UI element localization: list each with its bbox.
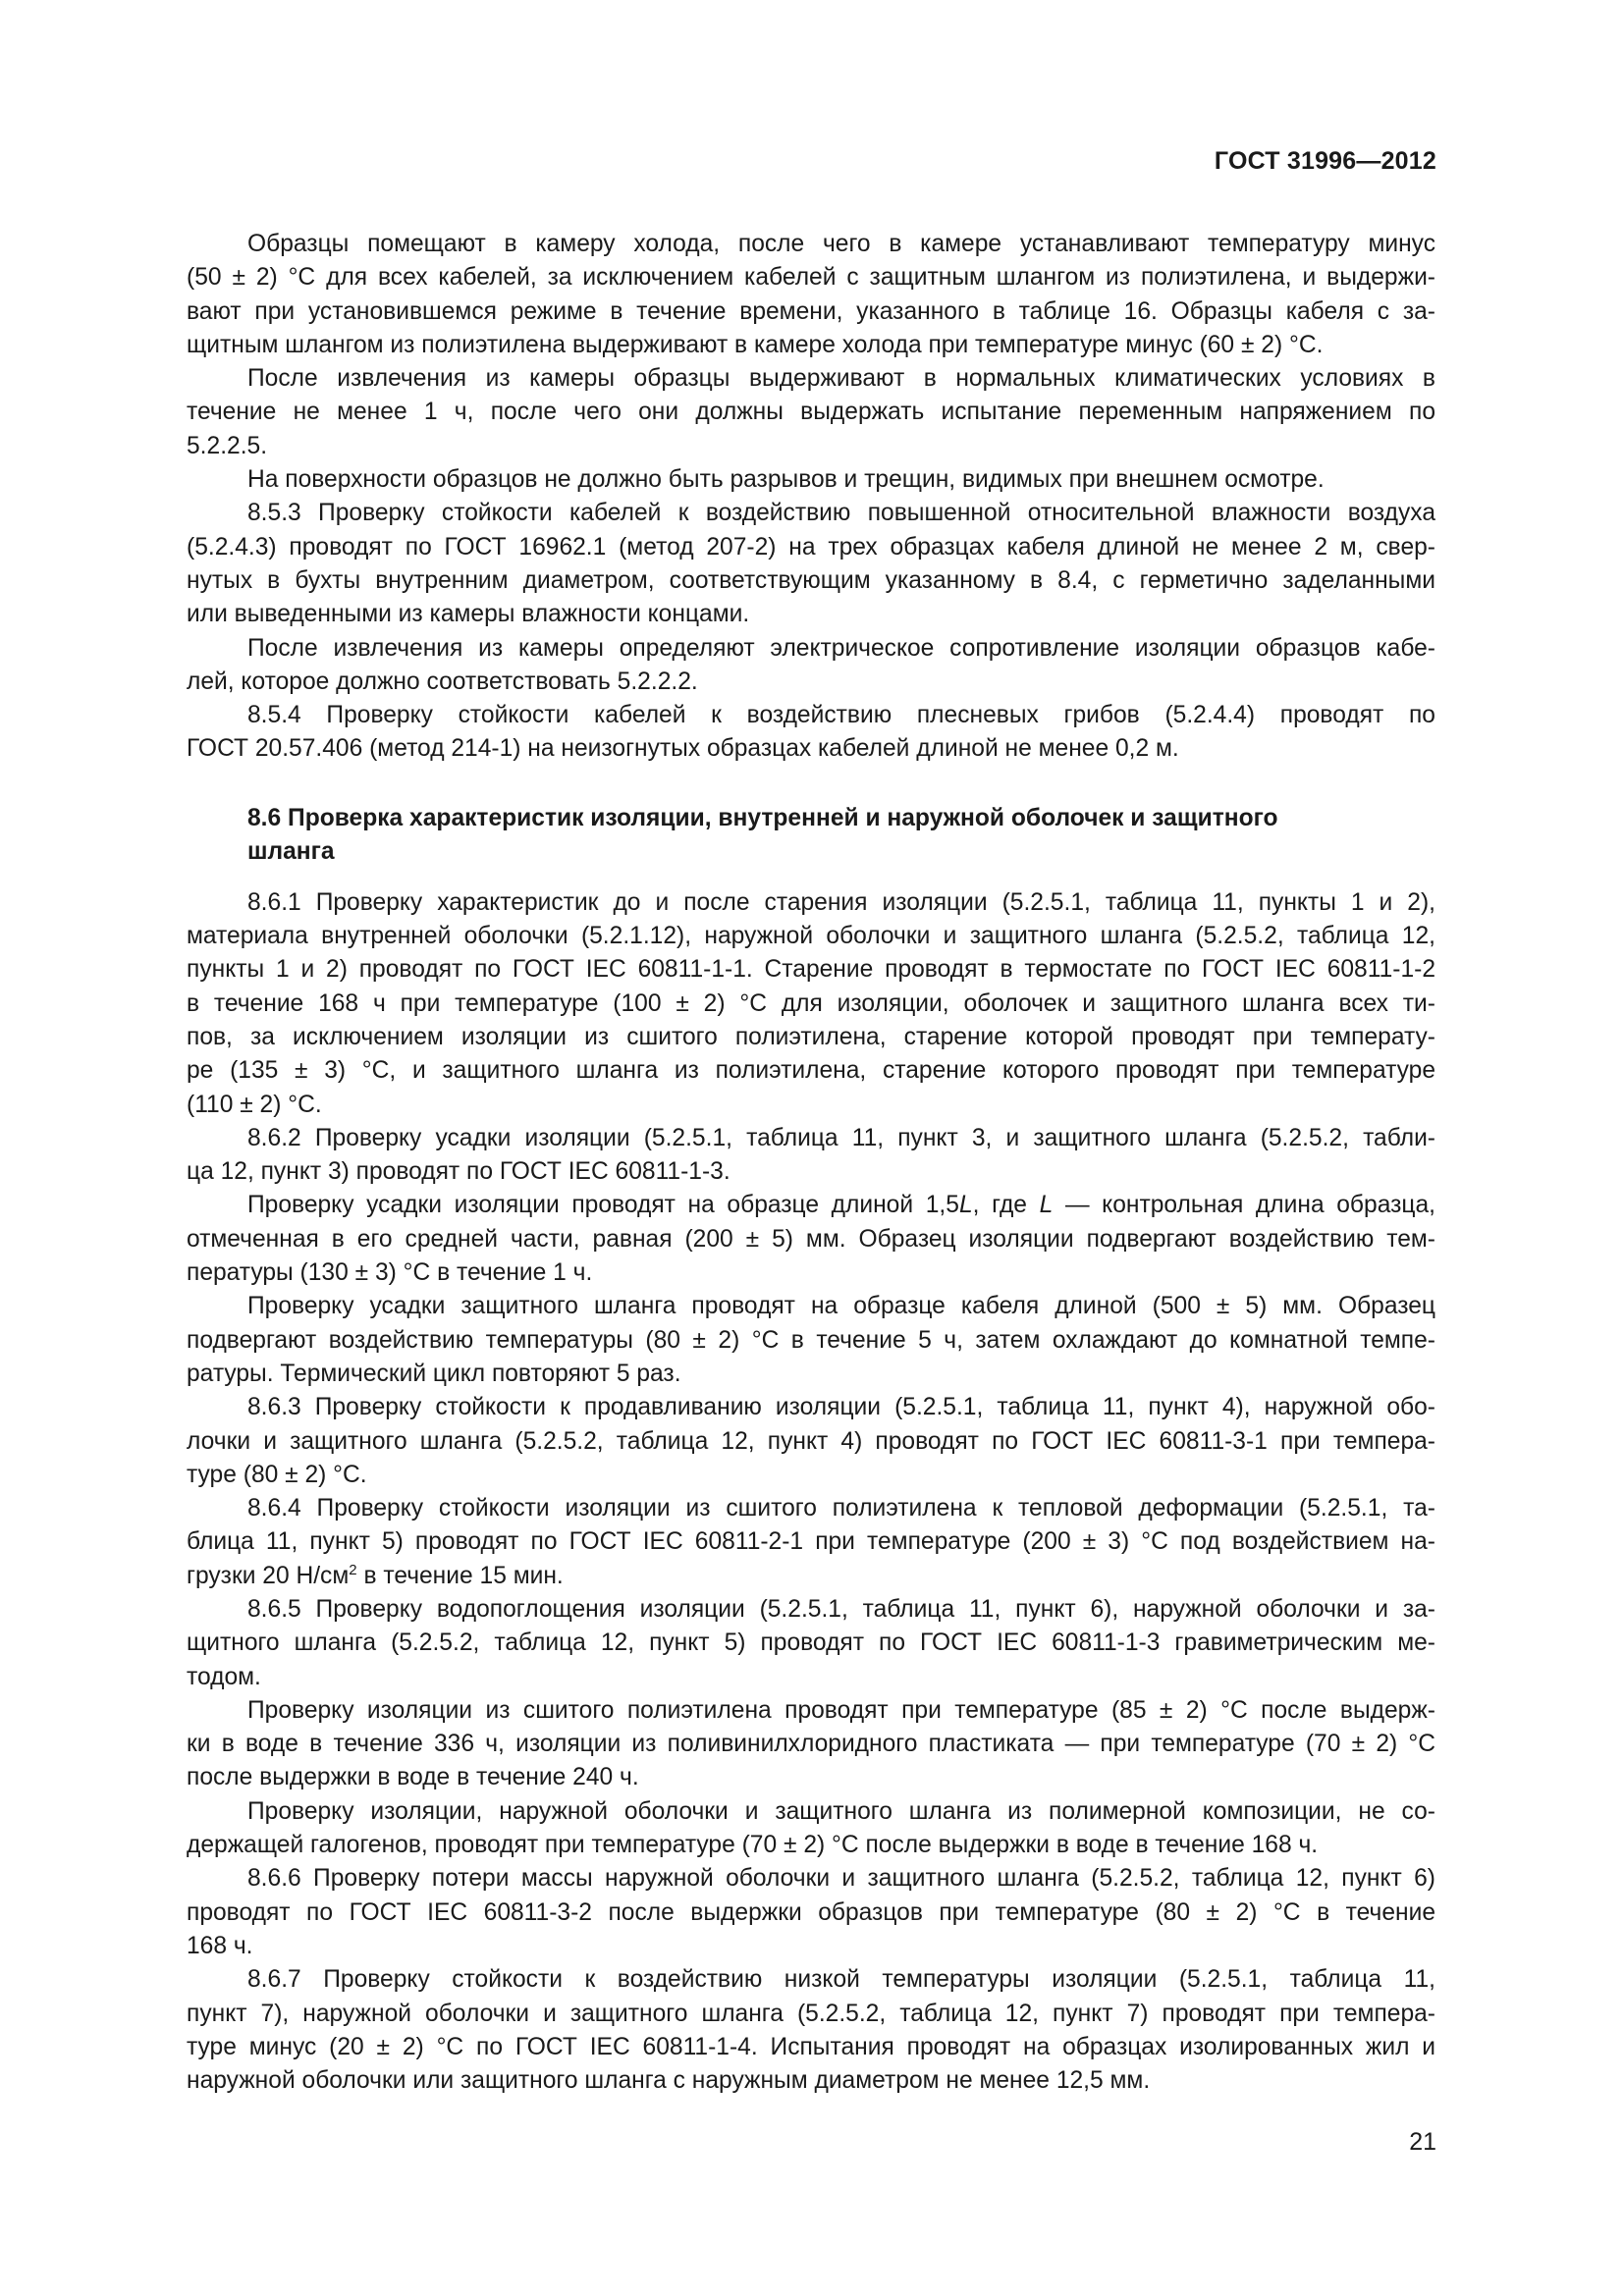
text-line: пов, за исключением изоляции из сшитого полиэтилена, старение которой проводят при температу- xyxy=(187,1023,1435,1050)
text-line: Проверку усадки изоляции проводят на образце длиной 1,5L, где L — контрольная длина образца, xyxy=(247,1192,1435,1219)
text-line: Проверку усадки защитного шланга проводят на образце кабеля длиной (500 ± 5) мм. Образец xyxy=(247,1293,1435,1320)
text-line: вают при установившемся режиме в течение времени, указанного в таблице 16. Образцы кабеля с за- xyxy=(187,297,1435,325)
text-line: туре минус (20 ± 2) °С по ГОСТ IEC 60811-1-4. Испытания проводят на образцах изолированных жил и xyxy=(187,2033,1435,2060)
text-line: (50 ± 2) °С для всех кабелей, за исключением кабелей с защитным шлангом из полиэтилена, и выдержи- xyxy=(187,264,1435,292)
text-line: Образцы помещают в камеру холода, после чего в камере устанавливают температуру минус xyxy=(247,231,1435,257)
text-line: грузки 20 $Н/см^2$ в течение 15 мин. xyxy=(187,1561,564,1589)
paragraph xyxy=(187,1593,1435,1694)
paragraph xyxy=(187,228,1435,362)
paragraph xyxy=(187,362,1435,463)
text-line: 5.2.2.5. xyxy=(187,432,268,459)
text-line: 168 ч. xyxy=(187,1932,253,1959)
text-line: 8.6.3 Проверку стойкости к продавливанию изоляции (5.2.5.1, таблица 11, пункт 4), наружной обо- xyxy=(247,1394,1435,1421)
text-line: в течение 168 ч при температуре (100 ± 2) °С для изоляции, оболочек и защитного шланга всех ти- xyxy=(187,989,1435,1017)
paragraph xyxy=(187,1963,1435,2098)
text-line: На поверхности образцов не должно быть разрывов и трещин, видимых при внешнем осмотре. xyxy=(247,466,1325,494)
text-line: отмеченная в его средней части, равная (200 ± 5) мм. Образец изоляции подвергают воздействию тем- xyxy=(187,1225,1435,1253)
text-line: 8.6.1 Проверку характеристик до и после старения изоляции (5.2.5.1, таблица 11, пункты 1 и 2), xyxy=(247,888,1435,916)
text-line: 8.6.6 Проверку потери массы наружной оболочки и защитного шланга (5.2.5.2, таблица 12, пункт 6) xyxy=(247,1865,1435,1893)
paragraph xyxy=(187,497,1435,631)
paragraph xyxy=(187,632,1435,700)
paragraphs-block-8-6 xyxy=(187,886,1435,2099)
text-line: 8.6.7 Проверку стойкости к воздействию низкой температуры изоляции (5.2.5.1, таблица 11, xyxy=(247,1966,1435,1994)
text-line: проводят по ГОСТ IEC 60811-3-2 после выдержки образцов при температуре (80 ± 2) °С в течение xyxy=(187,1898,1435,1926)
page-content xyxy=(187,228,1435,2098)
paragraph xyxy=(187,1862,1435,1963)
text-line: ратуры. Термический цикл повторяют 5 раз. xyxy=(187,1360,681,1387)
paragraph xyxy=(187,1694,1435,1795)
paragraph xyxy=(187,1290,1435,1391)
text-line: щитного шланга (5.2.5.2, таблица 12, пункт 5) проводят по ГОСТ IEC 60811-1-3 гравиметрическим ме- xyxy=(187,1629,1435,1657)
paragraph xyxy=(187,463,1435,497)
paragraph xyxy=(187,1189,1435,1290)
text-line: 8.6.2 Проверку усадки изоляции (5.2.5.1, таблица 11, пункт 3, и защитного шланга (5.2.5.2, табли- xyxy=(247,1124,1435,1151)
text-line: после выдержки в воде в течение 240 ч. xyxy=(187,1764,639,1791)
text-line: материала внутренней оболочки (5.2.1.12), наружной оболочки и защитного шланга (5.2.5.2, таблица 12, xyxy=(187,923,1435,950)
paragraphs-block-8-5 xyxy=(187,228,1435,767)
text-line: туре (80 ± 2) °С. xyxy=(187,1461,367,1488)
section-heading-line: шланга xyxy=(247,837,335,865)
text-line: ре (135 ± 3) °С, и защитного шланга из полиэтилена, старение которого проводят при температуре xyxy=(187,1057,1435,1085)
text-line: (5.2.4.3) проводят по ГОСТ 16962.1 (метод 207-2) на трех образцах кабеля длиной не менее 2 м, свер- xyxy=(187,533,1435,561)
text-line: пункт 7), наружной оболочки и защитного шланга (5.2.5.2, таблица 12, пункт 7) проводят при темпера- xyxy=(187,2000,1435,2027)
text-line: ГОСТ 20.57.406 (метод 214-1) на неизогнутых образцах кабелей длиной не менее 0,2 м. xyxy=(187,735,1179,763)
standard-header: ГОСТ 31996—2012 xyxy=(1214,147,1436,175)
section-heading-8-6 xyxy=(187,802,1435,869)
text-line: 8.5.4 Проверку стойкости кабелей к воздействию плесневых грибов (5.2.4.4) проводят по xyxy=(247,702,1435,729)
paragraph xyxy=(187,1391,1435,1492)
section-heading-line: 8.6 Проверка характеристик изоляции, внутренней и наружной оболочек и защитного xyxy=(247,804,1278,831)
text-line: тодом. xyxy=(187,1663,261,1690)
paragraph xyxy=(187,886,1435,1122)
paragraph xyxy=(187,1492,1435,1593)
text-line: пункты 1 и 2) проводят по ГОСТ IEC 60811-1-1. Старение проводят в термостате по ГОСТ IEC 60811-1-2 xyxy=(187,956,1435,984)
text-line: пературы (130 ± 3) °С в течение 1 ч. xyxy=(187,1259,593,1287)
page-number: 21 xyxy=(1409,2128,1436,2156)
text-line: 8.6.5 Проверку водопоглощения изоляции (5.2.5.1, таблица 11, пункт 6), наружной оболочки и за- xyxy=(247,1595,1435,1623)
text-line: нутых в бухты внутренним диаметром, соответствующим указанному в 8.4, с герметично заделанными xyxy=(187,566,1435,594)
text-line: После извлечения из камеры образцы выдерживают в нормальных климатических условиях в xyxy=(247,365,1435,393)
text-line: держащей галогенов, проводят при температуре (70 ± 2) °С после выдержки в воде в течение 168 ч. xyxy=(187,1832,1319,1859)
text-line: лочки и защитного шланга (5.2.5.2, таблица 12, пункт 4) проводят по ГОСТ IEC 60811-3-1 при темпера- xyxy=(187,1427,1435,1455)
text-line: ца 12, пункт 3) проводят по ГОСТ IEC 60811-1-3. xyxy=(187,1158,730,1186)
text-line: щитным шлангом из полиэтилена выдерживают в камере холода при температуре минус (60 ± 2) °С. xyxy=(187,331,1324,358)
text-line: подвергают воздействию температуры (80 ± 2) °С в течение 5 ч, затем охлаждают до комнатной темпе- xyxy=(187,1326,1435,1354)
text-line: 8.6.4 Проверку стойкости изоляции из сшитого полиэтилена к тепловой деформации (5.2.5.1, та- xyxy=(247,1495,1435,1522)
paragraph xyxy=(187,1122,1435,1190)
paragraph xyxy=(187,699,1435,767)
text-line: ки в воде в течение 336 ч, изоляции из поливинилхлоридного пластиката — при температуре (70 ± 2) °С xyxy=(187,1731,1435,1758)
text-line: блица 11, пункт 5) проводят по ГОСТ IEC 60811-2-1 при температуре (200 ± 3) °С под воздействием на- xyxy=(187,1528,1435,1556)
text-line: Проверку изоляции из сшитого полиэтилена проводят при температуре (85 ± 2) °С после выдерж- xyxy=(247,1696,1435,1724)
text-line: (110 ± 2) °С. xyxy=(187,1091,322,1118)
text-line: лей, которое должно соответствовать 5.2.2.2. xyxy=(187,667,698,695)
text-line: или выведенными из камеры влажности концами. xyxy=(187,601,750,628)
text-line: 8.5.3 Проверку стойкости кабелей к воздействию повышенной относительной влажности воздуха xyxy=(247,500,1435,527)
text-line: Проверку изоляции, наружной оболочки и защитного шланга из полимерной композиции, не со- xyxy=(247,1797,1435,1825)
text-line: наружной оболочки или защитного шланга с наружным диаметром не менее 12,5 мм. xyxy=(187,2067,1151,2095)
text-line: После извлечения из камеры определяют электрическое сопротивление изоляции образцов кабе- xyxy=(247,634,1435,662)
text-line: течение не менее 1 ч, после чего они должны выдержать испытание переменным напряжением по xyxy=(187,399,1435,426)
paragraph xyxy=(187,1795,1435,1863)
